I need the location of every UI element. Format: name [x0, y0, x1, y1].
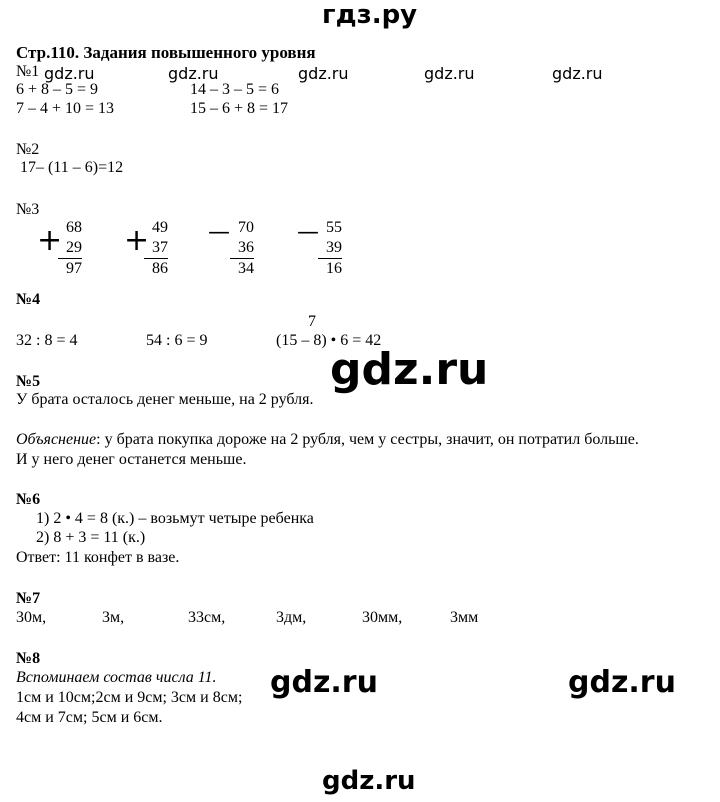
minus-sign-2: —	[297, 220, 319, 245]
column-calc-3	[230, 218, 254, 279]
operand-bottom: 36	[230, 238, 254, 259]
task1-row-2: 7 – 4 + 10 = 13	[16, 100, 115, 117]
watermark-mid-1: gdz.ru	[270, 665, 378, 700]
plus-sign-1: +	[37, 223, 63, 258]
watermark-small-3: gdz.ru	[298, 64, 349, 83]
watermark-small-1: gdz.ru	[44, 64, 95, 83]
task5-explanation-2: И у него денег останется меньше.	[16, 451, 247, 468]
task4-note: 7	[308, 313, 316, 330]
task1-row-3: 14 – 3 – 5 = 6	[190, 81, 280, 98]
column-calc-2	[144, 218, 168, 279]
operand-top: 70	[238, 219, 254, 236]
minus-sign-1: —	[208, 220, 230, 245]
task8-intro: Вспоминаем состав числа 11.	[16, 669, 217, 686]
task1-row-1: 6 + 8 – 5 = 9	[16, 81, 99, 98]
task6-step-1: 1) 2 • 4 = 8 (к.) – возьмут четыре ребенка	[36, 510, 314, 527]
task7-value-5: 30мм,	[362, 609, 403, 626]
result: 97	[66, 260, 82, 277]
watermark-small-4: gdz.ru	[424, 64, 475, 83]
explanation-text: : у брата покупка дороже на 2 рубля, чем у сестры, значит, он потратил больше.	[96, 431, 639, 448]
task7-value-3: 33см,	[188, 609, 226, 626]
column-calc-1	[58, 218, 82, 279]
task7-number: №7	[16, 590, 41, 607]
operand-bottom: 29	[58, 238, 82, 259]
task3-number: №3	[16, 201, 40, 218]
page-heading	[16, 44, 316, 61]
operand-top: 55	[326, 219, 342, 236]
task2-number: №2	[16, 141, 40, 158]
operand-top: 49	[152, 219, 168, 236]
task8-line-2: 4см и 7см; 5см и 6см.	[16, 709, 163, 726]
task5-number: №5	[16, 373, 41, 390]
task5-explanation	[16, 432, 639, 448]
page-number: Стр.110	[16, 43, 75, 62]
plus-sign-2: +	[124, 223, 150, 258]
explanation-label: Объяснение	[16, 431, 97, 448]
task4-expr-a: 32 : 8 = 4	[16, 332, 78, 349]
result: 86	[152, 260, 168, 277]
footer-watermark: gdz.ru	[322, 766, 416, 796]
column-calc-4	[318, 218, 342, 279]
operand-top: 68	[66, 219, 82, 236]
task8-number: №8	[16, 650, 41, 667]
task7-value-2: 3м,	[102, 609, 125, 626]
task4-expr-b: 54 : 6 = 9	[146, 332, 208, 349]
site-title: гдз.ру	[322, 0, 418, 30]
task1-number: №1	[16, 63, 40, 80]
watermark-mid-2: gdz.ru	[568, 665, 676, 700]
heading-text: . Задания повышенного уровня	[74, 43, 316, 62]
task7-value-4: 3дм,	[276, 609, 307, 626]
task6-number: №6	[16, 491, 41, 508]
task5-answer: У брата осталось денег меньше, на 2 рубля.	[16, 391, 314, 408]
task6-step-2: 2) 8 + 3 = 11 (к.)	[36, 529, 146, 546]
watermark-small-2: gdz.ru	[168, 64, 219, 83]
task2-expression: 17– (11 – 6)=12	[20, 159, 124, 176]
watermark-big: gdz.ru	[330, 344, 489, 395]
task7-value-1: 30м,	[16, 609, 47, 626]
task6-answer: Ответ: 11 конфет в вазе.	[16, 549, 180, 566]
operand-bottom: 37	[144, 238, 168, 259]
task4-number: №4	[16, 291, 41, 308]
task7-value-6: 3мм	[450, 609, 479, 626]
result: 16	[326, 260, 342, 277]
task8-line-1: 1см и 10см;2см и 9см; 3см и 8см;	[16, 689, 243, 706]
task4-expr-c: (15 – 8) • 6 = 42	[276, 332, 382, 349]
operand-bottom: 39	[318, 238, 342, 259]
task1-row-4: 15 – 6 + 8 = 17	[190, 100, 289, 117]
watermark-small-5: gdz.ru	[552, 64, 603, 83]
result: 34	[238, 260, 254, 277]
